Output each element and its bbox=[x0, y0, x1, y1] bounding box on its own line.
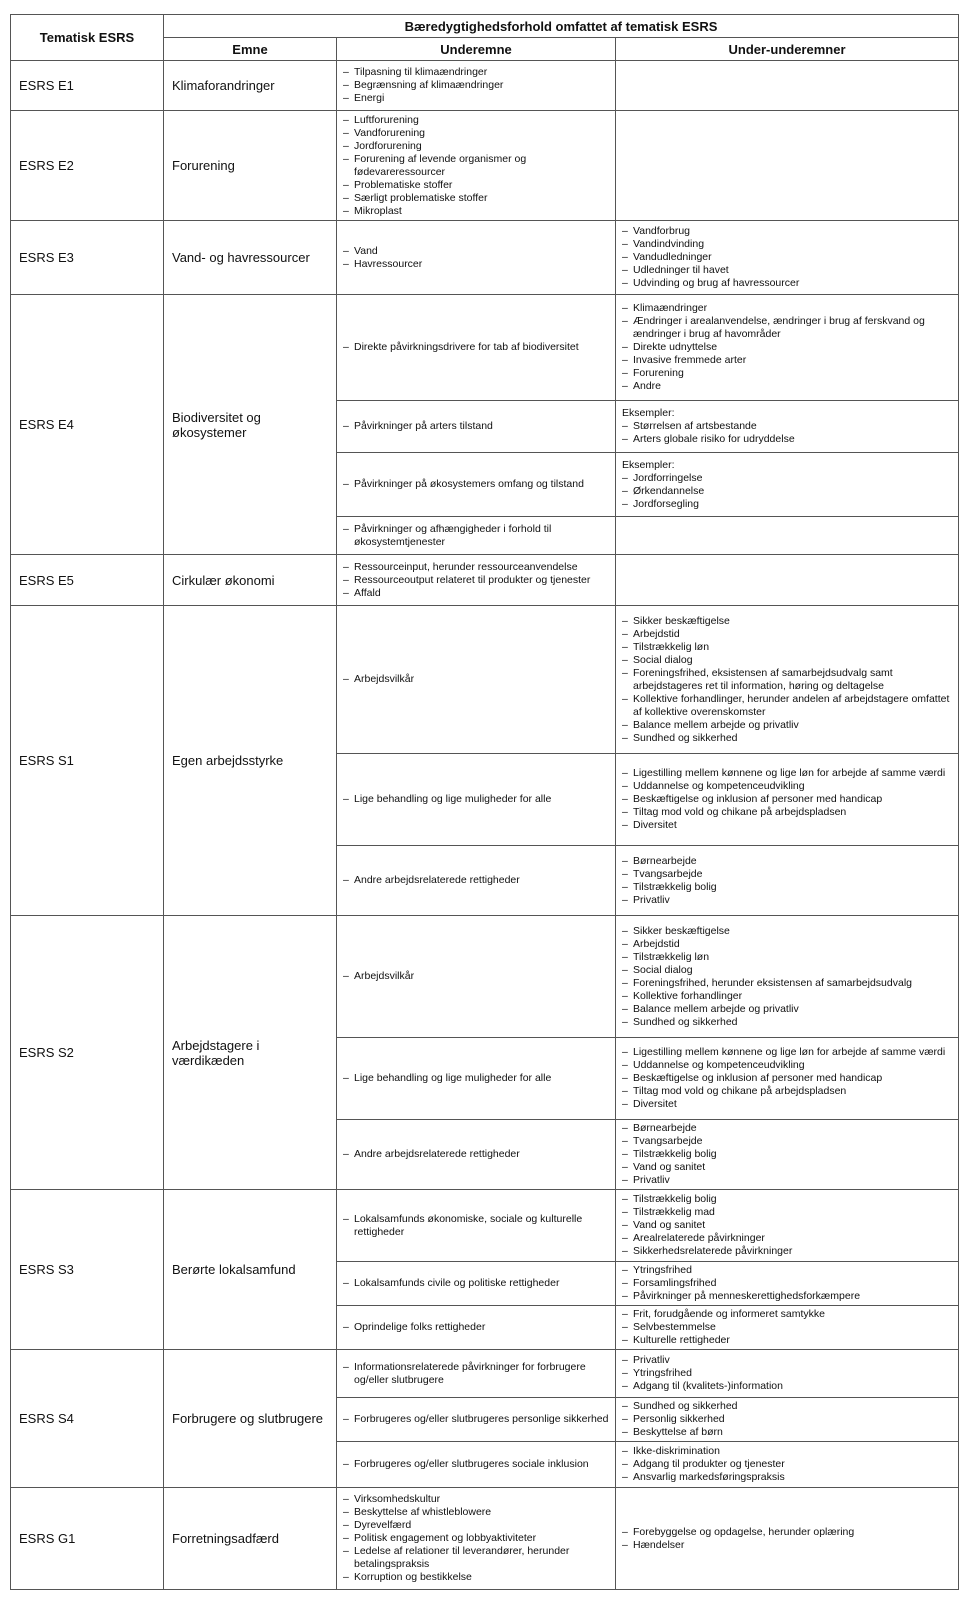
list-item: – Sundhed og sikkerhed bbox=[622, 732, 952, 745]
list-item: – Vand bbox=[343, 245, 609, 258]
under-underemne-empty bbox=[616, 61, 959, 111]
esrs-code: ESRS E3 bbox=[11, 221, 164, 295]
list-item: – Kollektive forhandlinger, herunder andelen af arbejdstagere omfattet af kollektive overenskomster bbox=[622, 693, 952, 719]
underemne-item: – Oprindelige folks rettigheder bbox=[343, 1321, 609, 1334]
esrs-code: ESRS E4 bbox=[11, 295, 164, 555]
list-item: – Børnearbejde bbox=[622, 1122, 952, 1135]
list-item: – Diversitet bbox=[622, 819, 952, 832]
emne-cell: Forretningsadfærd bbox=[164, 1488, 337, 1590]
list-item: – Forurening bbox=[622, 367, 952, 380]
list-item: – Kulturelle rettigheder bbox=[622, 1334, 952, 1347]
emne-cell: Forbrugere og slutbrugere bbox=[164, 1350, 337, 1488]
underemne-list bbox=[343, 341, 609, 354]
emne-cell: Klimaforandringer bbox=[164, 61, 337, 111]
header-tematisk-esrs: Tematisk ESRS bbox=[11, 15, 164, 61]
list-item: – Sikkerhedsrelaterede påvirkninger bbox=[622, 1245, 952, 1258]
list-item: – Børnearbejde bbox=[622, 855, 952, 868]
list-item: – Jordforsegling bbox=[622, 498, 952, 511]
underemne-list bbox=[343, 245, 609, 271]
list-item: – Adgang til (kvalitets-)information bbox=[622, 1380, 952, 1393]
list-item: – Privatliv bbox=[622, 1354, 952, 1367]
underemne-item: – Arbejdsvilkår bbox=[343, 970, 609, 983]
emne-cell: Cirkulær økonomi bbox=[164, 555, 337, 606]
under-underemne-list bbox=[622, 855, 952, 907]
emne-cell: Egen arbejdsstyrke bbox=[164, 606, 337, 916]
row-s1 bbox=[11, 606, 959, 754]
underemne-item: – Lokalsamfunds økonomiske, sociale og kulturelle rettigheder bbox=[343, 1213, 609, 1239]
list-item: – Sundhed og sikkerhed bbox=[622, 1016, 952, 1029]
list-item: – Selvbestemmelse bbox=[622, 1321, 952, 1334]
list-item: – Tiltag mod vold og chikane på arbejdspladsen bbox=[622, 806, 952, 819]
underemne-list bbox=[343, 114, 609, 218]
list-item: – Tilstrækkelig bolig bbox=[622, 1193, 952, 1206]
underemne-list bbox=[343, 874, 609, 887]
row-g1 bbox=[11, 1488, 959, 1590]
emne-cell: Berørte lokalsamfund bbox=[164, 1190, 337, 1350]
under-underemne-list bbox=[622, 225, 952, 290]
esrs-code: ESRS S2 bbox=[11, 916, 164, 1190]
header-under-underemner: Under-underemner bbox=[616, 38, 959, 61]
under-underemne-list bbox=[622, 1046, 952, 1111]
esrs-code: ESRS E5 bbox=[11, 555, 164, 606]
under-underemne-list bbox=[622, 472, 952, 511]
row-e5 bbox=[11, 555, 959, 606]
row-e4 bbox=[11, 295, 959, 401]
underemne-list bbox=[343, 970, 609, 983]
list-item: – Adgang til produkter og tjenester bbox=[622, 1458, 952, 1471]
list-item: – Forebyggelse og opdagelse, herunder oplæring bbox=[622, 1526, 952, 1539]
underemne-list bbox=[343, 1213, 609, 1239]
list-item: – Balance mellem arbejde og privatliv bbox=[622, 719, 952, 732]
under-underemne-list bbox=[622, 420, 952, 446]
list-item: – Uddannelse og kompetenceudvikling bbox=[622, 1059, 952, 1072]
list-item: – Tilstrækkelig løn bbox=[622, 951, 952, 964]
esrs-code: ESRS G1 bbox=[11, 1488, 164, 1590]
underemne-item: – Informationsrelaterede påvirkninger for forbrugere og/eller slutbrugere bbox=[343, 1361, 609, 1387]
list-item: – Diversitet bbox=[622, 1098, 952, 1111]
list-item: – Ørkendannelse bbox=[622, 485, 952, 498]
list-item: – Social dialog bbox=[622, 964, 952, 977]
list-item: – Vand og sanitet bbox=[622, 1161, 952, 1174]
list-item: – Social dialog bbox=[622, 654, 952, 667]
underemne-list bbox=[343, 1361, 609, 1387]
list-item: – Ytringsfrihed bbox=[622, 1264, 952, 1277]
list-item: – Begrænsning af klimaændringer bbox=[343, 79, 609, 92]
list-item: – Mikroplast bbox=[343, 205, 609, 218]
list-item: – Problematiske stoffer bbox=[343, 179, 609, 192]
esrs-code: ESRS S3 bbox=[11, 1190, 164, 1350]
under-underemne-list bbox=[622, 1526, 952, 1552]
underemne-item: – Arbejdsvilkår bbox=[343, 673, 609, 686]
under-underemne-list bbox=[622, 925, 952, 1029]
list-item: – Sikker beskæftigelse bbox=[622, 615, 952, 628]
underemne-list bbox=[343, 523, 609, 549]
list-item: – Jordforringelse bbox=[622, 472, 952, 485]
header-underemne: Underemne bbox=[337, 38, 616, 61]
underemne-list bbox=[343, 1413, 609, 1426]
header-emne: Emne bbox=[164, 38, 337, 61]
underemne-item: – Lige behandling og lige muligheder for alle bbox=[343, 1072, 609, 1085]
list-item: – Tvangsarbejde bbox=[622, 1135, 952, 1148]
list-item: – Hændelser bbox=[622, 1539, 952, 1552]
list-item: – Sikker beskæftigelse bbox=[622, 925, 952, 938]
list-item: – Jordforurening bbox=[343, 140, 609, 153]
list-item: – Affald bbox=[343, 587, 609, 600]
list-item: – Beskæftigelse og inklusion af personer med handicap bbox=[622, 793, 952, 806]
list-item: – Ligestilling mellem kønnene og lige løn for arbejde af samme værdi bbox=[622, 767, 952, 780]
underemne-list bbox=[343, 793, 609, 806]
under-underemne-list bbox=[622, 1400, 952, 1439]
list-item: – Kollektive forhandlinger bbox=[622, 990, 952, 1003]
row-s4 bbox=[11, 1350, 959, 1398]
underemne-list bbox=[343, 1072, 609, 1085]
underemne-item: – Andre arbejdsrelaterede rettigheder bbox=[343, 1148, 609, 1161]
list-item: – Arters globale risiko for udryddelse bbox=[622, 433, 952, 446]
emne-cell: Biodiversitet og økosystemer bbox=[164, 295, 337, 555]
list-item: – Frit, forudgående og informeret samtykke bbox=[622, 1308, 952, 1321]
under-underemne-list bbox=[622, 1308, 952, 1347]
list-item: – Beskyttelse af børn bbox=[622, 1426, 952, 1439]
row-e1 bbox=[11, 61, 959, 111]
under-underemne-empty bbox=[616, 111, 959, 221]
list-item: – Ressourceoutput relateret til produkter og tjenester bbox=[343, 574, 609, 587]
list-item: – Vandudledninger bbox=[622, 251, 952, 264]
underemne-list bbox=[343, 1493, 609, 1584]
list-item: – Ressourceinput, herunder ressourceanvendelse bbox=[343, 561, 609, 574]
list-item: – Påvirkninger på menneskerettighedsforkæmpere bbox=[622, 1290, 952, 1303]
list-item: – Forurening af levende organismer og fødevareressourcer bbox=[343, 153, 609, 179]
list-item: – Særligt problematiske stoffer bbox=[343, 192, 609, 205]
underemne-list bbox=[343, 420, 609, 433]
emne-cell: Arbejdstagere i værdikæden bbox=[164, 916, 337, 1190]
list-item: – Forsamlingsfrihed bbox=[622, 1277, 952, 1290]
list-item: – Tilstrækkelig bolig bbox=[622, 881, 952, 894]
underemne-list bbox=[343, 561, 609, 600]
esrs-code: ESRS E2 bbox=[11, 111, 164, 221]
list-item: – Tilstrækkelig bolig bbox=[622, 1148, 952, 1161]
underemne-item: – Lokalsamfunds civile og politiske rettigheder bbox=[343, 1277, 609, 1290]
list-item: – Ændringer i arealanvendelse, ændringer i brug af ferskvand og ændringer i brug af havområder bbox=[622, 315, 952, 341]
examples-label: Eksempler: bbox=[622, 458, 675, 471]
list-item: – Ytringsfrihed bbox=[622, 1367, 952, 1380]
list-item: – Tilpasning til klimaændringer bbox=[343, 66, 609, 79]
row-s2 bbox=[11, 916, 959, 1038]
list-item: – Arbejdstid bbox=[622, 628, 952, 641]
list-item: – Privatliv bbox=[622, 1174, 952, 1187]
header-main-title: Bæredygtighedsforhold omfattet af tematisk ESRS bbox=[164, 15, 959, 38]
list-item: – Uddannelse og kompetenceudvikling bbox=[622, 780, 952, 793]
under-underemne-list bbox=[622, 1122, 952, 1187]
list-item: – Ligestilling mellem kønnene og lige løn for arbejde af samme værdi bbox=[622, 1046, 952, 1059]
list-item: – Arbejdstid bbox=[622, 938, 952, 951]
row-e2 bbox=[11, 111, 959, 221]
under-underemne-empty bbox=[616, 517, 959, 555]
list-item: – Vandindvinding bbox=[622, 238, 952, 251]
list-item: – Luftforurening bbox=[343, 114, 609, 127]
esrs-table bbox=[10, 14, 959, 1590]
list-item: – Tilstrækkelig løn bbox=[622, 641, 952, 654]
list-item: – Tilstrækkelig mad bbox=[622, 1206, 952, 1219]
under-underemne-list bbox=[622, 302, 952, 393]
under-underemne-list bbox=[622, 1193, 952, 1258]
list-item: – Virksomhedskultur bbox=[343, 1493, 609, 1506]
list-item: – Politisk engagement og lobbyaktiviteter bbox=[343, 1532, 609, 1545]
list-item: – Ledelse af relationer til leverandører, herunder betalingspraksis bbox=[343, 1545, 609, 1571]
list-item: – Andre bbox=[622, 380, 952, 393]
emne-cell: Vand- og havressourcer bbox=[164, 221, 337, 295]
under-underemne-empty bbox=[616, 555, 959, 606]
list-item: – Personlig sikkerhed bbox=[622, 1413, 952, 1426]
list-item: – Privatliv bbox=[622, 894, 952, 907]
list-item: – Vandforurening bbox=[343, 127, 609, 140]
under-underemne-list bbox=[622, 1445, 952, 1484]
list-item: – Ikke-diskrimination bbox=[622, 1445, 952, 1458]
list-item: – Vand og sanitet bbox=[622, 1219, 952, 1232]
list-item: – Størrelsen af artsbestande bbox=[622, 420, 952, 433]
list-item: – Direkte udnyttelse bbox=[622, 341, 952, 354]
list-item: – Udledninger til havet bbox=[622, 264, 952, 277]
underemne-list bbox=[343, 1148, 609, 1161]
list-item: – Invasive fremmede arter bbox=[622, 354, 952, 367]
underemne-item: – Forbrugeres og/eller slutbrugeres sociale inklusion bbox=[343, 1458, 609, 1471]
underemne-item: – Påvirkninger på arters tilstand bbox=[343, 420, 609, 433]
emne-cell: Forurening bbox=[164, 111, 337, 221]
underemne-list bbox=[343, 478, 609, 491]
list-item: – Beskæftigelse og inklusion af personer med handicap bbox=[622, 1072, 952, 1085]
under-underemne-list bbox=[622, 1354, 952, 1393]
list-item: – Sundhed og sikkerhed bbox=[622, 1400, 952, 1413]
list-item: – Tvangsarbejde bbox=[622, 868, 952, 881]
examples-label: Eksempler: bbox=[622, 407, 675, 419]
underemne-list bbox=[343, 1321, 609, 1334]
list-item: – Korruption og bestikkelse bbox=[343, 1571, 609, 1584]
underemne-item: – Andre arbejdsrelaterede rettigheder bbox=[343, 874, 609, 887]
esrs-code: ESRS S4 bbox=[11, 1350, 164, 1488]
list-item: – Balance mellem arbejde og privatliv bbox=[622, 1003, 952, 1016]
under-underemne-list bbox=[622, 1264, 952, 1303]
list-item: – Vandforbrug bbox=[622, 225, 952, 238]
list-item: – Beskyttelse af whistleblowere bbox=[343, 1506, 609, 1519]
list-item: – Foreningsfrihed, herunder eksistensen af samarbejdsudvalg bbox=[622, 977, 952, 990]
underemne-list bbox=[343, 1458, 609, 1471]
underemne-item: – Lige behandling og lige muligheder for alle bbox=[343, 793, 609, 806]
row-s3 bbox=[11, 1190, 959, 1262]
underemne-item: – Forbrugeres og/eller slutbrugeres personlige sikkerhed bbox=[343, 1413, 609, 1426]
underemne-item: – Påvirkninger på økosystemers omfang og tilstand bbox=[343, 478, 609, 491]
list-item: – Tiltag mod vold og chikane på arbejdspladsen bbox=[622, 1085, 952, 1098]
row-e3 bbox=[11, 221, 959, 295]
list-item: – Udvinding og brug af havressourcer bbox=[622, 277, 952, 290]
underemne-list bbox=[343, 66, 609, 105]
under-underemne-list bbox=[622, 767, 952, 832]
esrs-code: ESRS S1 bbox=[11, 606, 164, 916]
underemne-list bbox=[343, 673, 609, 686]
list-item: – Ansvarlig markedsføringspraksis bbox=[622, 1471, 952, 1484]
list-item: – Foreningsfrihed, eksistensen af samarbejdsudvalg samt arbejdstageres ret til information, høring og deltagelse bbox=[622, 667, 952, 693]
underemne-item: – Påvirkninger og afhængigheder i forhold til økosystemtjenester bbox=[343, 523, 609, 549]
list-item: – Energi bbox=[343, 92, 609, 105]
list-item: – Dyrevelfærd bbox=[343, 1519, 609, 1532]
esrs-code: ESRS E1 bbox=[11, 61, 164, 111]
under-underemne-list bbox=[622, 615, 952, 745]
list-item: – Klimaændringer bbox=[622, 302, 952, 315]
underemne-item: – Direkte påvirkningsdrivere for tab af biodiversitet bbox=[343, 341, 609, 354]
list-item: – Havressourcer bbox=[343, 258, 609, 271]
list-item: – Arealrelaterede påvirkninger bbox=[622, 1232, 952, 1245]
underemne-list bbox=[343, 1277, 609, 1290]
